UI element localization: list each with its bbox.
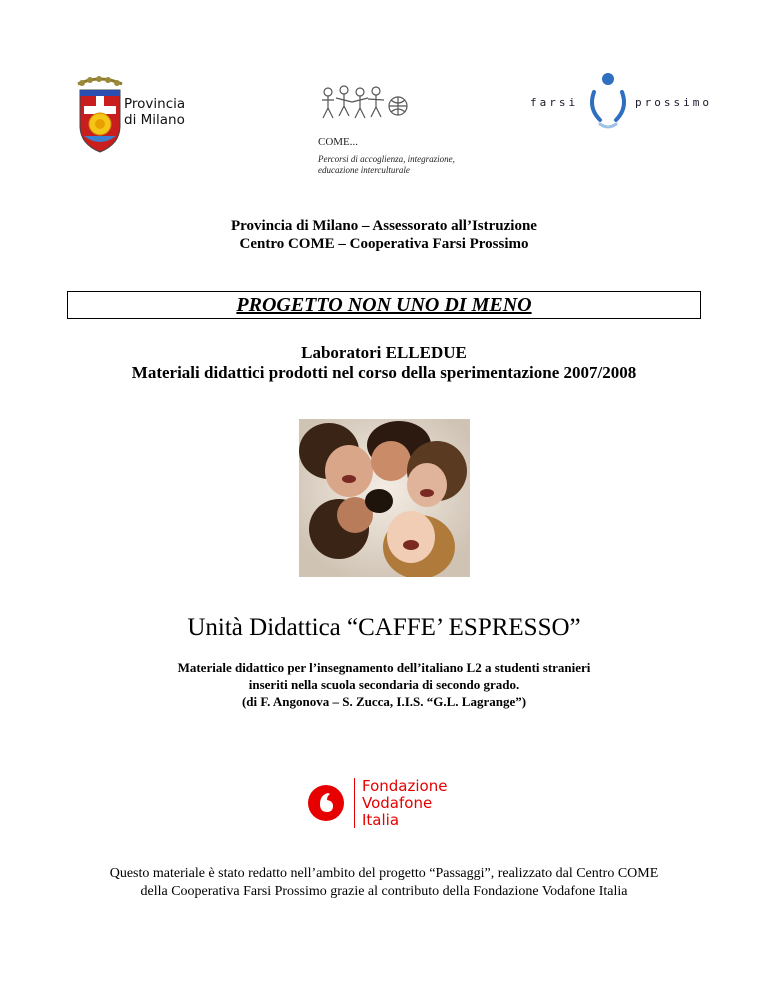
farsi-prossimo-figure-icon bbox=[586, 72, 630, 132]
come-subtitle-line2: educazione interculturale bbox=[318, 165, 410, 175]
vodafone-line1: Fondazione bbox=[362, 777, 448, 795]
provincia-logo-line2: di Milano bbox=[124, 112, 185, 128]
project-title: PROGETTO NON UNO DI MENO bbox=[236, 294, 532, 316]
project-title-box bbox=[67, 291, 701, 319]
vodafone-line2: Vodafone bbox=[362, 794, 433, 812]
description-line2: inseriti nella scuola secondaria di secondo grado. bbox=[248, 677, 520, 692]
students-photo bbox=[299, 419, 470, 577]
unit-title: Unità Didattica “CAFFE’ ESPRESSO” bbox=[187, 614, 581, 641]
come-logo-name: COME... bbox=[318, 136, 359, 148]
vodafone-speechmark-icon bbox=[307, 784, 345, 822]
vodafone-foundation-logo-text bbox=[362, 778, 447, 829]
farsi-prossimo-logo-right: prossimo bbox=[635, 96, 712, 109]
come-logo-subtitle bbox=[318, 154, 498, 176]
provincia-logo-text bbox=[124, 96, 185, 128]
description-line1: Materiale didattico per l’insegnamento dell’italiano L2 a studenti stranieri bbox=[177, 660, 591, 675]
lab-subtitle: Materiali didattici prodotti nel corso della sperimentazione 2007/2008 bbox=[131, 363, 637, 382]
farsi-prossimo-logo-left: farsi bbox=[530, 96, 579, 109]
vodafone-line3: Italia bbox=[362, 811, 400, 829]
header-line1: Provincia di Milano – Assessorato all’Istruzione bbox=[231, 218, 537, 234]
come-subtitle-line1: Percorsi di accoglienza, integrazione, bbox=[318, 154, 455, 164]
description-line3: (di F. Angonova – S. Zucca, I.I.S. “G.L. Lagrange”) bbox=[241, 694, 527, 709]
footer-line2: della Cooperativa Farsi Prossimo grazie al contributo della Fondazione Vodafone Italia bbox=[140, 884, 628, 899]
vodafone-logo-divider bbox=[354, 778, 355, 828]
come-dancing-figures-icon bbox=[318, 84, 408, 122]
footer-line1: Questo materiale è stato redatto nell’ambito del progetto “Passaggi”, realizzato dal Centro COME bbox=[109, 866, 659, 881]
provincia-logo-line1: Provincia bbox=[124, 96, 186, 112]
lab-title: Laboratori ELLEDUE bbox=[301, 343, 467, 362]
header-line2: Centro COME – Cooperativa Farsi Prossimo bbox=[239, 236, 529, 252]
